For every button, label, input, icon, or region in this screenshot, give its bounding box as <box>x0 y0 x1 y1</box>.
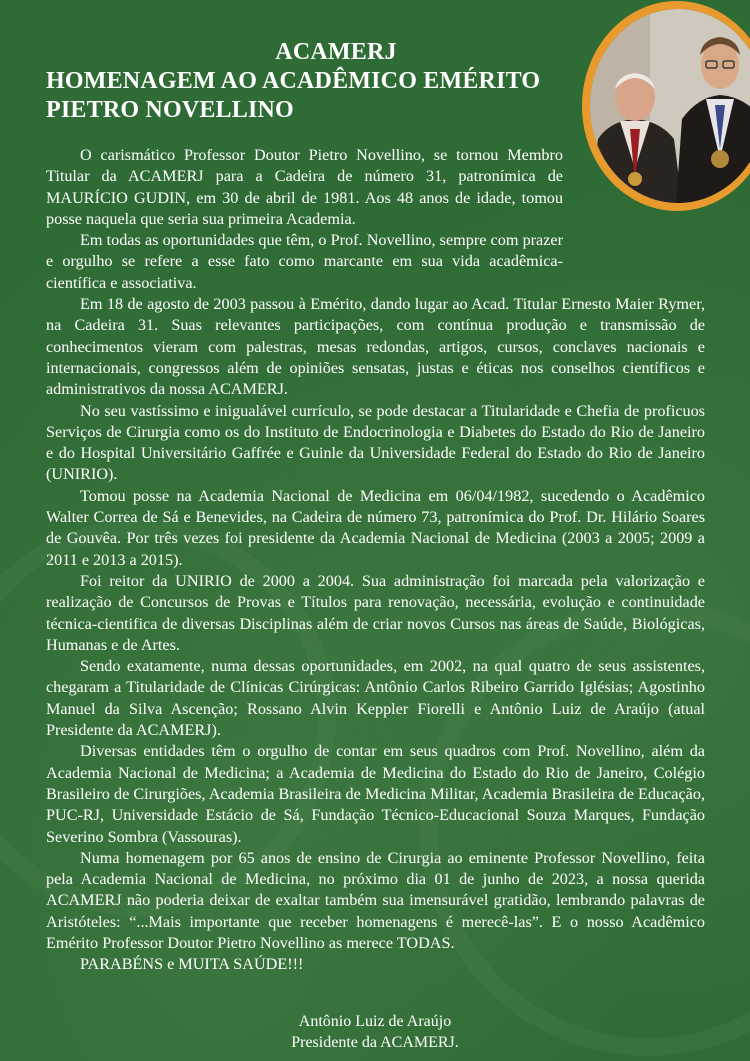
paragraph: O carismático Professor Doutor Pietro Novellino, se tornou Membro Titular da ACAMERJ para a Cadeira de número 31, patronímica de MAURÍCIO GUDIN, em 30 de abril de 1981. Aos 48 anos de idade, tomou posse naquela que seria sua primeira Academia. <box>46 146 563 228</box>
paragraph: No seu vastíssimo e inigualável currículo, se pode destacar a Titularidade e Chefia de proficuos Serviços de Cirurgia como os do Instituto de Endocrinologia e Diabetes do Estado do Rio de Janeiro e do Hospital Universitário Gaffrée e Guinle da Universidade Federal do Estado do Rio de Janeiro (UNIRIO). <box>46 401 705 484</box>
title-org: ACAMERJ <box>275 39 397 65</box>
paragraph: Numa homenagem por 65 anos de ensino de Cirurgia ao eminente Professor Novellino, feita pela Academia Nacional de Medicina, no próximo dia 01 de junho de 2023, a nossa querida ACAMERJ não poderia deixar de exaltar também sua imensurável gratidão, lembrando palavras de Aristóteles: “...Mais importante que receber homenagens é merecê-las”. E o nosso Acadêmico Emérito Professor Doutor Pietro Novellino as merece TODAS. <box>46 848 705 952</box>
article-body <box>46 145 705 976</box>
page-title <box>46 38 566 125</box>
paragraph: Tomou posse na Academia Nacional de Medicina em 06/04/1982, sucedendo o Acadêmico Walter Correa de Sá e Benevides, na Cadeira de número 73, patronímica do Prof. Dr. Hilário Soares de Gouvêa. Por três vezes foi presidente da Academia Nacional de Medicina (2003 a 2005; 2009 a 2011 e 2013 a 2015). <box>46 486 705 569</box>
paragraph: Foi reitor da UNIRIO de 2000 a 2004. Sua administração foi marcada pela valorização e realização de Concursos de Provas e Títulos para renovação, necessária, evolução e continuidade técnica-cientifica de diversas Disciplinas além de criar novos Cursos nas áreas de Saúde, Biológicas, Humanas e de Artes. <box>46 571 705 654</box>
paragraph: Em todas as oportunidades que têm, o Prof. Novellino, sempre com prazer e orgulho se refere a esse fato como marcante em sua vida acadêmica- científica e associativa. <box>46 231 563 292</box>
paragraph: Diversas entidades têm o orgulho de contar em seus quadros com Prof. Novellino, além da Academia Nacional de Medicina; a Academia de Medicina do Estado do Rio de Janeiro, Colégio Brasileiro de Cirurgiões, Academia Brasileira de Medicina Militar, Academia Brasileira de Educação, PUC-RJ, Universidade Estácio de Sá, Fundação Técnico-Educacional Souza Marques, Fundação Severino Sombra (Vassouras). <box>46 742 705 846</box>
signature-name: Antônio Luiz de Araújo <box>298 1013 452 1030</box>
title-line-2: PIETRO NOVELLINO <box>46 97 294 123</box>
paragraph: Sendo exatamente, numa dessas oportunidades, em 2002, na qual quatro de seus assistentes, chegaram a Titularidade de Clínicas Cirúrgicas: Antônio Carlos Ribeiro Garrido Iglésias; Agostinho Manuel da Silva Ascenção; Rossano Alvin Keppler Fiorelli e Antônio Luiz de Araújo (atual Presidente da ACAMERJ). <box>46 657 705 740</box>
signature-block <box>0 1011 750 1053</box>
paragraph: Em 18 de agosto de 2003 passou à Emérito, dando lugar ao Acad. Titular Ernesto Maier Rymer, na Cadeira 31. Suas relevantes participações, com contínua produção e transmissão de conhecimentos vieram com palestras, mesas redondas, artigos, cursos, conclaves nacionais e internacionais, congressos além de opiniões sensatas, justas e éticas nos conselhos científicos e administrativos da nossa ACAMERJ. <box>46 295 705 399</box>
closing-line: PARABÉNS e MUITA SAÚDE!!! <box>80 955 304 974</box>
signature-title: Presidente da ACAMERJ. <box>291 1034 459 1051</box>
title-line-1: HOMENAGEM AO ACADÊMICO EMÉRITO <box>46 68 541 94</box>
